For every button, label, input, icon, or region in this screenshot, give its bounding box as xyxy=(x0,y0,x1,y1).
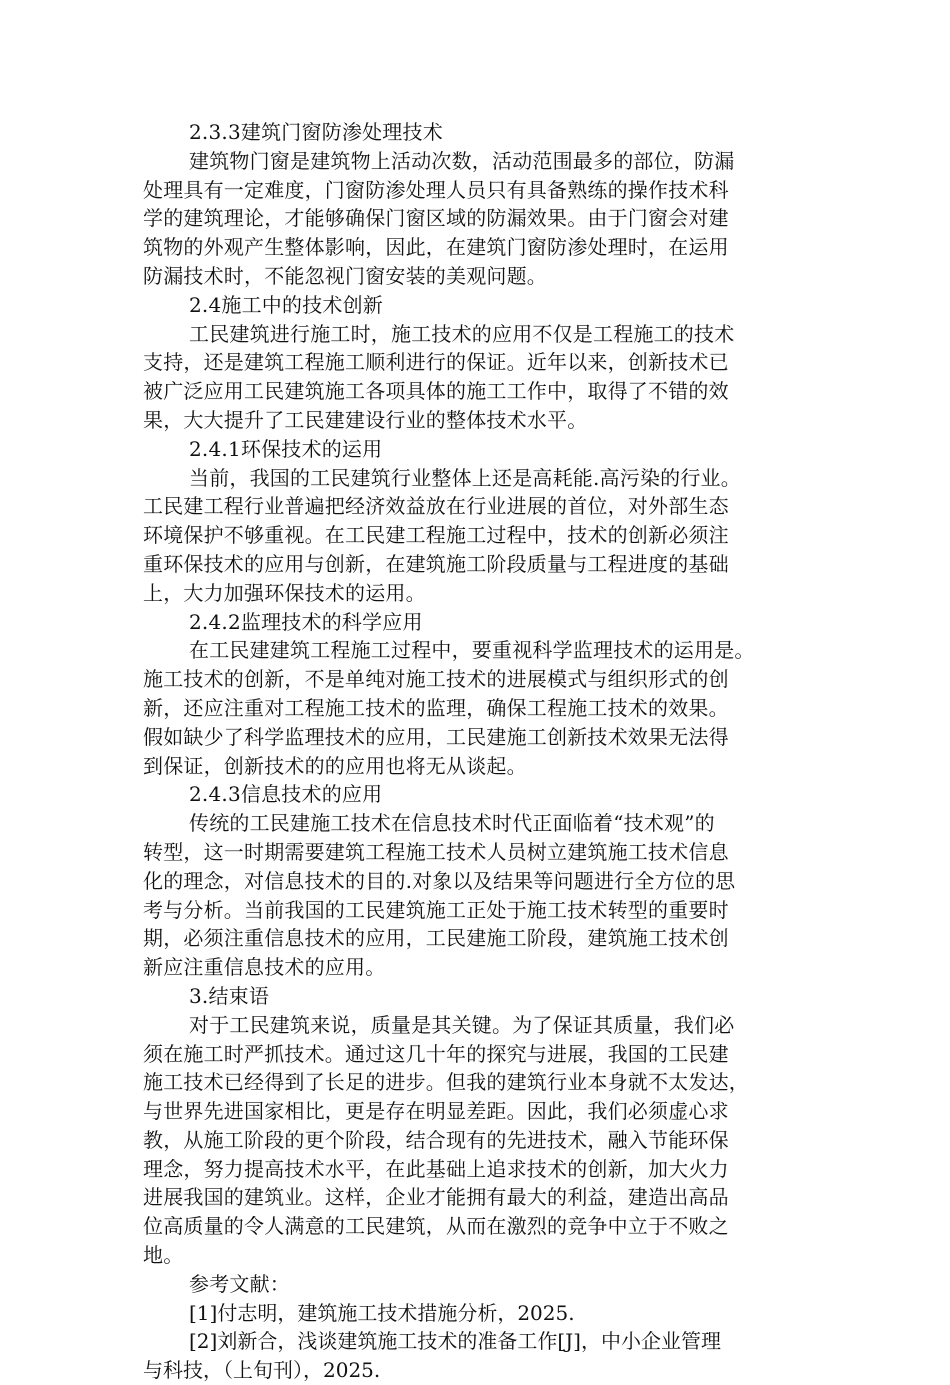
reference-entry: [1]付志明，建筑施工技术措施分析，2025. xyxy=(189,1300,575,1325)
paragraph-line: 筑物的外观产生整体影响，因此，在建筑门窗防渗处理时，在运用 xyxy=(143,235,729,260)
paragraph xyxy=(143,147,808,291)
paragraph xyxy=(143,464,808,608)
paragraph-line: 支持，还是建筑工程施工顺利进行的保证。近年以来，创新技术已 xyxy=(143,350,729,375)
paragraph-line: 到保证，创新技术的的应用也将无从谈起。 xyxy=(143,753,527,778)
paragraph-line: 进展我国的建筑业。这样，企业才能拥有最大的利益，建造出高品 xyxy=(143,1185,729,1210)
paragraph-line: 环境保护不够重视。在工民建工程施工过程中，技术的创新必须注 xyxy=(143,523,729,548)
paragraph-line: 对于工民建筑来说，质量是其关键。为了保证其质量，我们必 xyxy=(189,1012,735,1037)
paragraph-line: 新应注重信息技术的应用。 xyxy=(143,955,386,980)
section-conclusion xyxy=(143,982,808,1270)
paragraph-line: 须在施工时严抓技术。通过这几十年的探究与进展，我国的工民建 xyxy=(143,1041,729,1066)
paragraph-line: 果，大大提升了工民建建设行业的整体技术水平。 xyxy=(143,407,588,432)
paragraph-line: 当前，我国的工民建筑行业整体上还是高耗能.高污染的行业。 xyxy=(189,465,741,490)
paragraph-line: 考与分析。当前我国的工民建筑施工正处于施工技术转型的重要时 xyxy=(143,897,729,922)
paragraph-line: 新，还应注重对工程施工技术的监理，确保工程施工技术的效果。 xyxy=(143,695,729,720)
paragraph xyxy=(143,636,808,780)
section-heading: 2.4.1环保技术的运用 xyxy=(189,436,383,461)
paragraph-line: 转型，这一时期需要建筑工程施工技术人员树立建筑施工技术信息 xyxy=(143,839,729,864)
document-page xyxy=(143,118,808,1385)
paragraph-line: 假如缺少了科学监理技术的应用，工民建施工创新技术效果无法得 xyxy=(143,724,729,749)
paragraph xyxy=(143,809,808,982)
reference-entry: [2]刘新合，浅谈建筑施工技术的准备工作[J]，中小企业管理 xyxy=(189,1329,721,1354)
references-section xyxy=(143,1270,808,1385)
references-heading: 参考文献： xyxy=(189,1271,290,1296)
paragraph-line: 地。 xyxy=(143,1243,184,1268)
paragraph-line: 上，大力加强环保技术的运用。 xyxy=(143,580,426,605)
paragraph-line: 处理具有一定难度，门窗防渗处理人员只有具备熟练的操作技术科 xyxy=(143,177,729,202)
paragraph-line: 位高质量的令人满意的工民建筑，从而在激烈的竞争中立于不败之 xyxy=(143,1214,729,1239)
section-supervision-tech xyxy=(143,608,808,781)
section-information-tech xyxy=(143,780,808,982)
paragraph-line: 建筑物门窗是建筑物上活动次数，活动范围最多的部位，防漏 xyxy=(189,148,735,173)
paragraph-line: 学的建筑理论，才能够确保门窗区域的防漏效果。由于门窗会对建 xyxy=(143,206,729,231)
section-heading: 2.4.3信息技术的应用 xyxy=(189,782,383,807)
section-environmental-tech xyxy=(143,435,808,608)
paragraph xyxy=(143,320,808,435)
section-heading: 3.结束语 xyxy=(189,983,270,1008)
section-heading: 2.3.3建筑门窗防渗处理技术 xyxy=(189,120,443,144)
paragraph-line: 重环保技术的应用与创新，在建筑施工阶段质量与工程进度的基础 xyxy=(143,551,729,576)
section-technical-innovation xyxy=(143,291,808,435)
section-heading: 2.4施工中的技术创新 xyxy=(189,292,384,317)
paragraph xyxy=(143,1011,808,1270)
paragraph-line: 教，从施工阶段的更个阶段，结合现有的先进技术，融入节能环保 xyxy=(143,1127,729,1152)
paragraph-line: 施工技术的创新，不是单纯对施工技术的进展模式与组织形式的创 xyxy=(143,667,729,692)
paragraph-line: 在工民建建筑工程施工过程中，要重视科学监理技术的运用是。 xyxy=(189,638,755,663)
section-heading: 2.4.2监理技术的科学应用 xyxy=(189,609,423,634)
paragraph-line: 传统的工民建施工技术在信息技术时代正面临着“技术观”的 xyxy=(189,811,715,836)
section-door-window xyxy=(143,118,808,291)
paragraph-line: 化的理念，对信息技术的目的.对象以及结果等问题进行全方位的思 xyxy=(143,868,736,893)
paragraph-line: 被广泛应用工民建筑施工各项具体的施工工作中，取得了不错的效 xyxy=(143,379,729,404)
paragraph-line: 理念，努力提高技术水平，在此基础上追求技术的创新，加大火力 xyxy=(143,1156,729,1181)
reference-entry-continuation: 与科技，（上旬刊），2025. xyxy=(143,1358,381,1383)
paragraph-line: 工民建筑进行施工时，施工技术的应用不仅是工程施工的技术 xyxy=(189,321,735,346)
paragraph-line: 工民建工程行业普遍把经济效益放在行业进展的首位，对外部生态 xyxy=(143,494,729,519)
paragraph-line: 期，必须注重信息技术的应用，工民建施工阶段，建筑施工技术创 xyxy=(143,926,729,951)
paragraph-line: 防漏技术时，不能忽视门窗安装的美观问题。 xyxy=(143,263,547,288)
paragraph-line: 施工技术已经得到了长足的进步。但我的建筑行业本身就不太发达， xyxy=(143,1070,749,1095)
paragraph-line: 与世界先进国家相比，更是存在明显差距。因此，我们必须虚心求 xyxy=(143,1099,729,1124)
